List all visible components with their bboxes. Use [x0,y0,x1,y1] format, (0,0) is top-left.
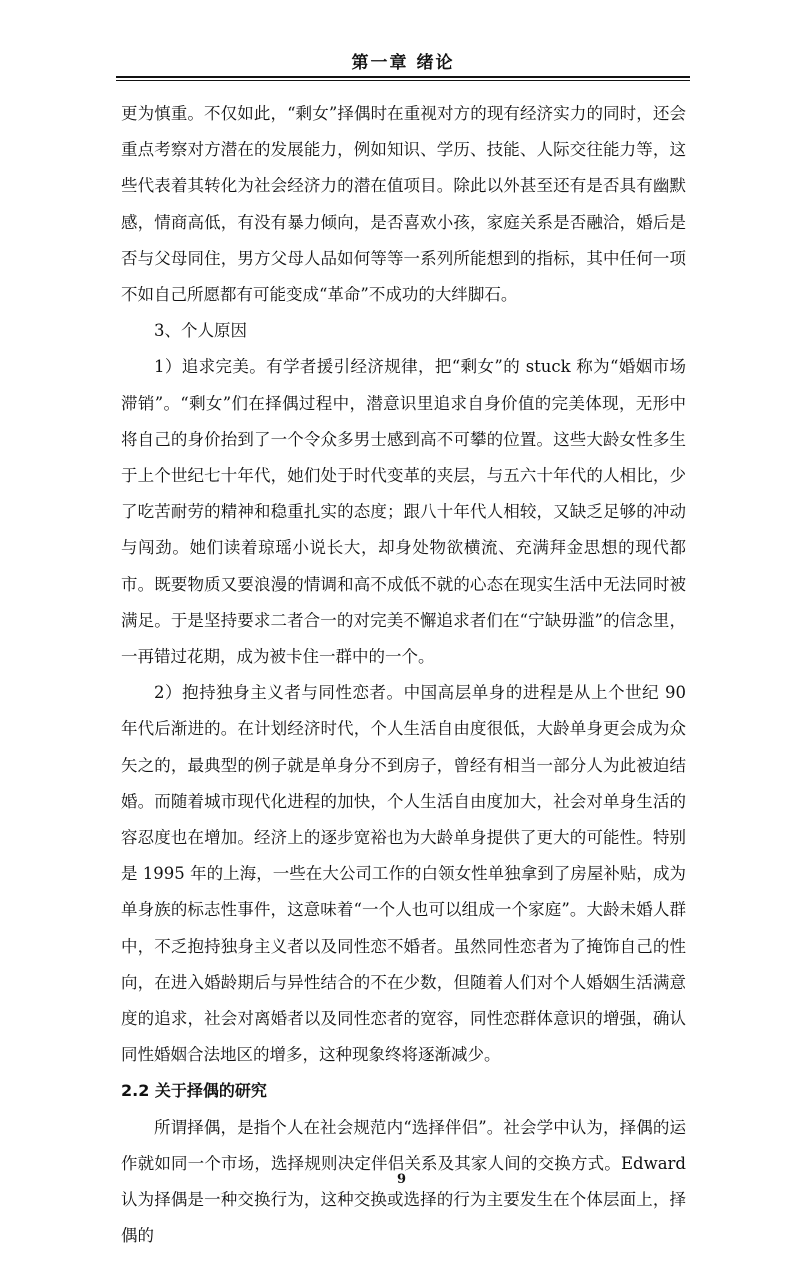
paragraph-mate-selection: 所谓择偶，是指个人在社会规范内“选择伴侣”。社会学中认为，择偶的运作就如同一个市场，选择规则决定伴侣关系及其家人间的交换方式。Edward 认为择偶是一种交换行为，这种交换或选择的行为主要发生在个体层面上，择偶的 [121,1117,686,1246]
page-body [121,96,686,1255]
section-heading: 2.2 关于择偶的研究 [121,1081,267,1101]
paragraph-celibacy-and-homosexuality: 2）抱持独身主义者与同性恋者。中国高层单身的进程是从上个世纪 90 年代后渐进的。在计划经济时代，个人生活自由度很低，大龄单身更会成为众矢之的，最典型的例子就是单身分不到房子，曾经有相当一部分人为此被迫结婚。而随着城市现代化进程的加快，个人生活自由度加大，社会对单身生活的容忍度也在增加。经济上的逐步宽裕也为大龄单身提供了更大的可能性。特别是 1995 年的上海，一些在大公司工作的白领女性单独拿到了房屋补贴，成为单身族的标志性事件，这意味着“一个人也可以组成一个家庭”。大龄未婚人群中，不乏抱持独身主义者以及同性恋不婚者。虽然同性恋者为了掩饰自己的性向，在进入婚龄期后与异性结合的不在少数，但随着人们对个人婚姻生活满意度的追求，社会对离婚者以及同性恋者的宽容，同性恋群体意识的增强，确认同性婚姻合法地区的增多，这种现象终将逐渐减少。 [121,683,686,1065]
header-rule-thin [116,80,690,81]
subsection-personal-reasons: 3、个人原因 [154,321,247,341]
page-number: 9 [396,1172,407,1187]
header-rule-thick [116,76,690,78]
paragraph-pursuit-of-perfection: 1）追求完美。有学者援引经济规律，把“剩女”的 stuck 称为“婚姻市场滞销”。“剩女”们在择偶过程中，潜意识里追求自身价值的完美体现，无形中将自己的身价抬到了一个令众多男士感到高不可攀的位置。这些大龄女性多生于上个世纪七十年代，她们处于时代变革的夹层，与五六十年代的人相比，少了吃苦耐劳的精神和稳重扎实的态度；跟八十年代人相较，又缺乏足够的冲动与闯劲。她们读着琼瑶小说长大，却身处物欲横流、充满拜金思想的现代都市。既要物质又要浪漫的情调和高不成低不就的心态在现实生活中无法同时被满足。于是坚持要求二者合一的对完美不懈追求者们在“宁缺毋滥”的信念里，一再错过花期，成为被卡住一群中的一个。 [121,357,686,667]
paragraph-continued: 更为慎重。不仅如此，“剩女”择偶时在重视对方的现有经济实力的同时，还会重点考察对方潜在的发展能力，例如知识、学历、技能、人际交往能力等，这些代表着其转化为社会经济力的潜在值项目。除此以外甚至还有是否具有幽默感，情商高低，有没有暴力倾向，是否喜欢小孩，家庭关系是否融洽，婚后是否与父母同住，男方父母人品如何等等一系列所能想到的指标，其中任何一项不如自己所愿都有可能变成“革命”不成功的大绊脚石。 [121,104,686,305]
running-header: 第一章 绪论 [351,53,455,73]
